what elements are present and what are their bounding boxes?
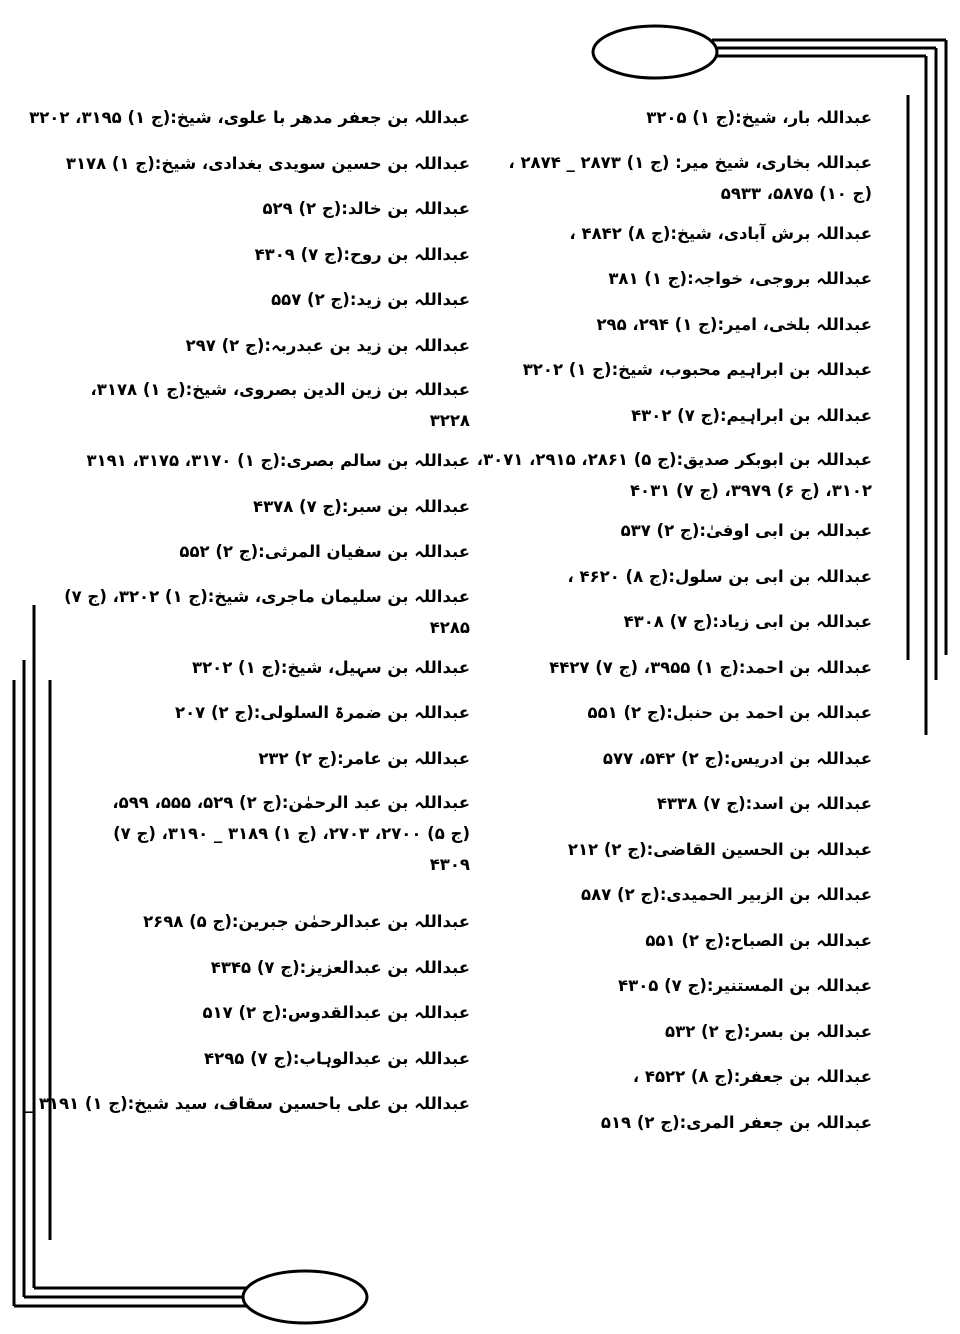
index-entry: عبداللہ بن ابی اوفیٰ:(ج ۲) ۵۳۷ [620, 521, 872, 540]
index-entry: عبداللہ برش آبادی، شیخ:(ج ۸) ۴۸۴۲ ، [569, 223, 872, 243]
index-entry: عبداللہ بن زید:(ج ۲) ۵۵۷ [271, 290, 470, 309]
index-entry: عبداللہ بن زین الدین بصروی، شیخ:(ج ۱) ۳۱۷۸، ۳۲۲۸ [90, 380, 470, 430]
index-entry: عبداللہ بن الحسین القاضی:(ج ۲) ۲۱۲ [567, 839, 872, 859]
index-entry: عبداللہ بن ابراہیم:(ج ۷) ۴۳۰۲ [631, 405, 872, 425]
index-entry: عبداللہ بن احمد بن حنبل:(ج ۲) ۵۵۱ [587, 703, 872, 722]
index-entry: عبداللہ بن عبد الرحمٰن:(ج ۲) ۵۲۹، ۵۵۵، ۵۹۹، (ج ۵) ۲۷۰۰، ۲۷۰۳، (ج ۱) ۳۱۸۹ _ ۳۱۹۰، (ج ۷) ۴۳۰۹ [112, 793, 470, 874]
index-entry: عبداللہ بن سفیان المرثی:(ج ۲) ۵۵۲ [179, 542, 470, 561]
index-entry: عبداللہ بن زید بن عبدربہ:(ج ۲) ۲۹۷ [185, 335, 470, 355]
index-entry: عبداللہ بن عامر:(ج ۲) ۲۳۲ [258, 748, 470, 768]
index-entry: عبداللہ بن سبر:(ج ۷) ۴۳۷۸ [253, 496, 470, 516]
index-entry: عبداللہ بن سالم بصری:(ج ۱) ۳۱۷۰، ۳۱۷۵، ۳۱۹۱ [86, 451, 470, 470]
index-entry: عبداللہ بروجی، خواجہ:(ج ۱) ۳۸۱ [608, 269, 872, 288]
index-entry: عبداللہ بن حسین سویدی بغدادی، شیخ:(ج ۱) ۳۱۷۸ [65, 153, 470, 173]
index-entry: عبداللہ بن عبدالعزیز:(ج ۷) ۴۳۴۵ [210, 957, 470, 977]
index-entry: عبداللہ بن ابوبکر صدیق:(ج ۵) ۲۸۶۱، ۲۹۱۵، ۳۰۷۱، ۳۱۰۲، (ج ۶) ۳۹۷۹، (ج ۷) ۴۰۳۱ [476, 450, 872, 500]
index-entry: عبداللہ بن اسد:(ج ۷) ۴۳۳۸ [656, 794, 872, 813]
right-column [476, 95, 872, 1145]
index-entry: عبداللہ بن جعفر مدھر با علوی، شیخ:(ج ۱) ۳۱۹۵، ۳۲۰۲ [29, 108, 470, 127]
index-entry: عبداللہ بن عبدالرحمٰن جبرین:(ج ۵) ۲۶۹۸ [143, 912, 470, 931]
index-entry: عبداللہ بن ابی بن سلول:(ج ۸) ۴۶۲۰ ، [567, 566, 872, 586]
index-entry: عبداللہ بن الصباح:(ج ۲) ۵۵۱ [645, 930, 872, 950]
index-entry: عبداللہ بن روح:(ج ۷) ۴۳۰۹ [254, 244, 470, 264]
index-entry: عبداللہ بن ضمرۃ السلولی:(ج ۲) ۲۰۷ [175, 703, 470, 722]
index-entry: عبداللہ بن المستنیر:(ج ۷) ۴۳۰۵ [618, 976, 872, 995]
index-entry: عبداللہ بلخی، امیر:(ج ۱) ۲۹۴، ۲۹۵ [596, 314, 872, 334]
left-column [24, 95, 470, 1127]
index-entry: عبداللہ بن جعفر المری:(ج ۲) ۵۱۹ [600, 1112, 872, 1132]
index-entry: عبداللہ بن عبدالقدوس:(ج ۲) ۵۱۷ [202, 1003, 470, 1022]
index-entry: عبداللہ بن عبدالوہاب:(ج ۷) ۴۲۹۵ [204, 1048, 470, 1068]
index-entry: عبداللہ بخاری، شیخ میر: (ج ۱) ۲۸۷۳ _ ۲۸۷۴ ، (ج ۱۰) ۵۸۷۵، ۵۹۳۳ [508, 152, 872, 203]
index-entry: عبداللہ بن ادریس:(ج ۲) ۵۴۲، ۵۷۷ [602, 748, 872, 768]
index-entry: عبداللہ بن احمد:(ج ۱) ۳۹۵۵، (ج ۷) ۴۴۲۷ [549, 657, 872, 677]
index-entry: عبداللہ بن بسر:(ج ۲) ۵۳۲ [665, 1021, 872, 1041]
index-entry: عبداللہ بن سہیل، شیخ:(ج ۱) ۳۲۰۲ [192, 657, 470, 677]
index-entry: عبداللہ بن خالد:(ج ۲) ۵۲۹ [262, 199, 470, 218]
index-entry: عبداللہ بن ابراہیم محبوب، شیخ:(ج ۱) ۳۲۰۲ [522, 360, 872, 379]
index-entry: عبداللہ بن علی باحسین سقاف، سید شیخ:(ج ۱) ۳۱۹۱ _ [24, 1094, 470, 1113]
index-entry: عبداللہ بن جعفر:(ج ۸) ۴۵۲۲ ، [632, 1067, 872, 1086]
index-entry: عبداللہ بن الزبیر الحمیدی:(ج ۲) ۵۸۷ [581, 885, 872, 904]
index-entry: عبداللہ بن سلیمان ماجری، شیخ:(ج ۱) ۳۲۰۲، (ج ۷) ۴۲۸۵ [64, 586, 470, 637]
index-entry: عبداللہ بار، شیخ:(ج ۱) ۳۲۰۵ [646, 108, 872, 127]
index-entry: عبداللہ بن ابی زیاد:(ج ۷) ۴۳۰۸ [623, 612, 872, 631]
